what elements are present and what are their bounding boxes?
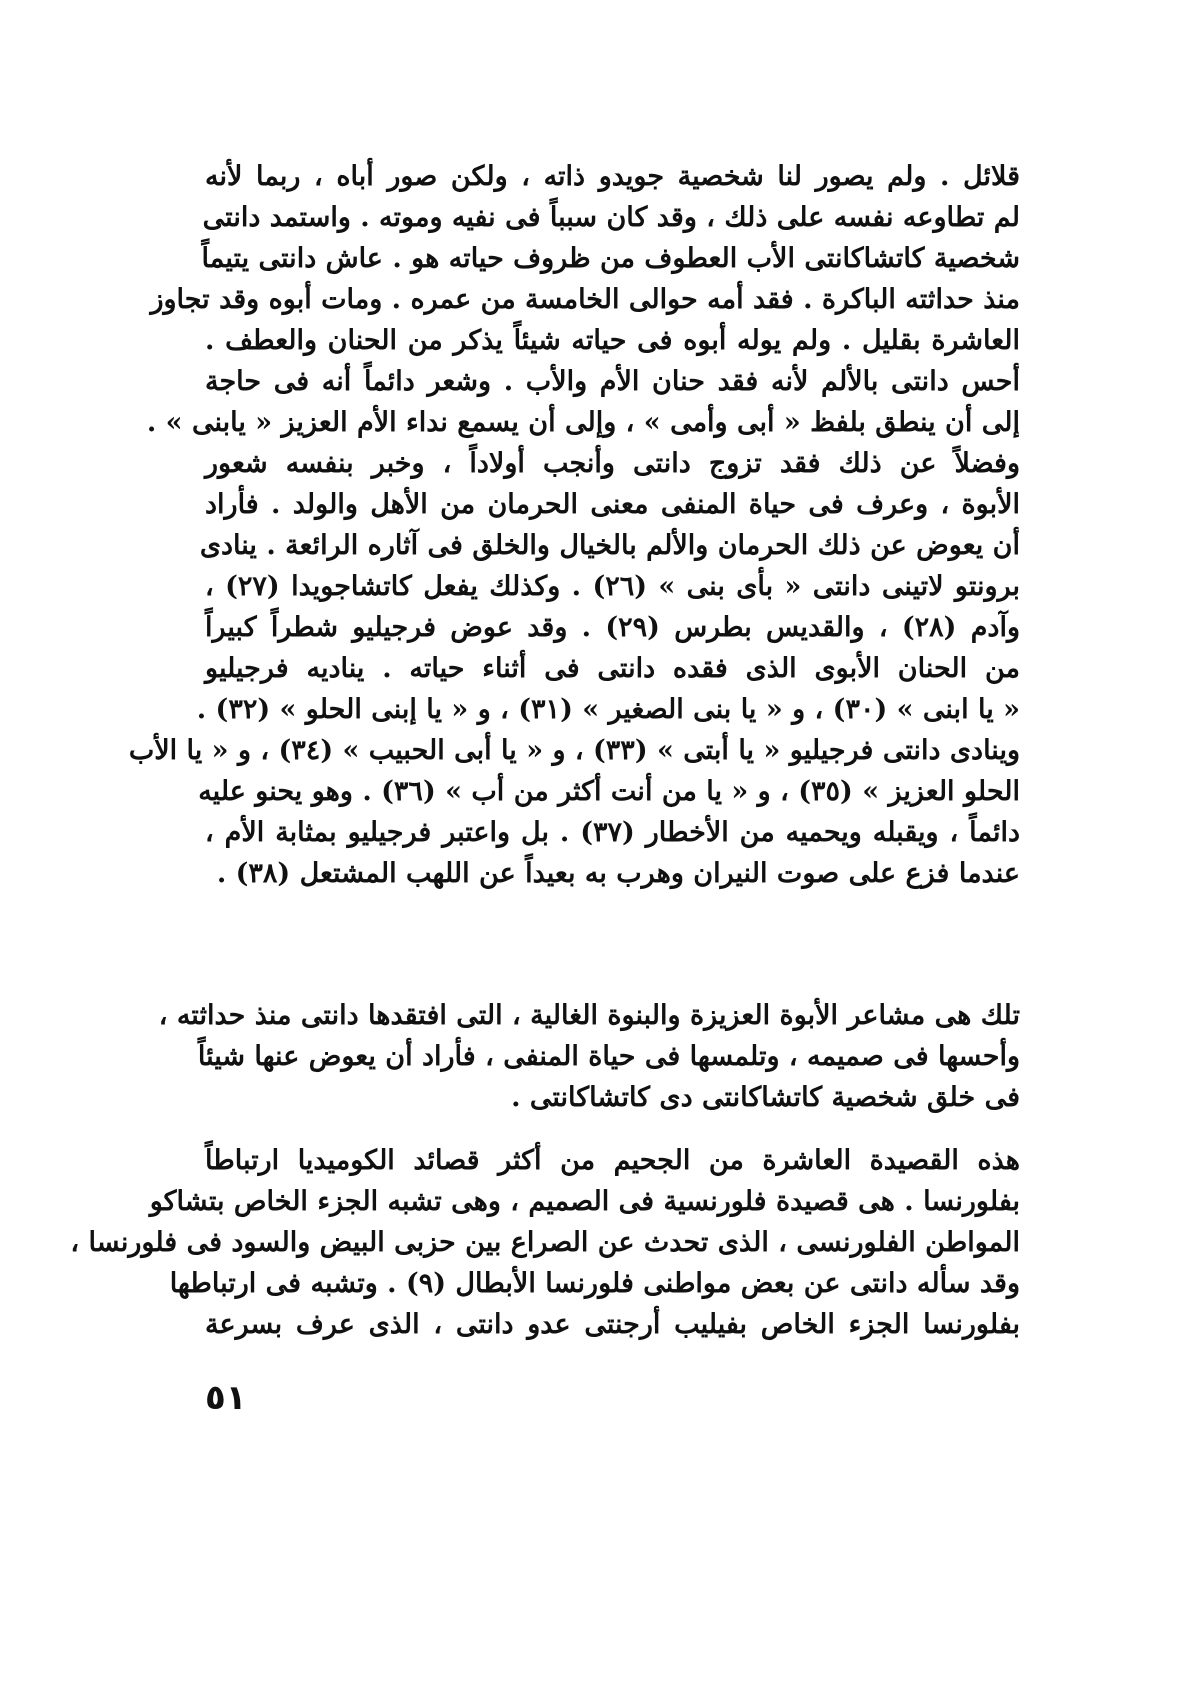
text-line: من الحنان الأبوى الذى فقده دانتى فى أثناء حياته . يناديه فرجيليو bbox=[205, 653, 1020, 684]
text-line: هذه القصيدة العاشرة من الجحيم من أكثر قصائد الكوميديا ارتباطاً bbox=[205, 1145, 1020, 1176]
text-line: لم تطاوعه نفسه على ذلك ، وقد كان سبباً فى نفيه وموته . واستمد دانتى bbox=[202, 202, 1020, 233]
text-line: الحلو العزيز » (٣٥) ، و « يا من أنت أكثر من أب » (٣٦) . وهو يحنو عليه bbox=[198, 776, 1020, 807]
text-line: « يا ابنى » (٣٠) ، و « يا بنى الصغير » (٣١) ، و « يا إبنى الحلو » (٣٢) . bbox=[196, 694, 1020, 725]
text-line: أن يعوض عن ذلك الحرمان والألم بالخيال والخلق فى آثاره الرائعة . ينادى bbox=[199, 530, 1020, 561]
text-line: دائماً ، ويقبله ويحميه من الأخطار (٣٧) . بل واعتبر فرجيليو بمثابة الأم ، bbox=[205, 817, 1020, 848]
text-line: المواطن الفلورنسى ، الذى تحدث عن الصراع بين حزبى البيض والسود فى فلورنسا ، bbox=[70, 1227, 1020, 1258]
text-line: العاشرة بقليل . ولم يوله أبوه فى حياته شيئاً يذكر من الحنان والعطف . bbox=[205, 325, 1020, 356]
text-line: وقد سأله دانتى عن بعض مواطنى فلورنسا الأبطال (٩) . وتشبه فى ارتباطها bbox=[169, 1268, 1020, 1299]
text-line: منذ حداثته الباكرة . فقد أمه حوالى الخامسة من عمره . ومات أبوه وقد تجاوز bbox=[150, 284, 1020, 315]
text-line: وأحسها فى صميمه ، وتلمسها فى حياة المنفى ، فأراد أن يعوض عنها شيئاً bbox=[197, 1041, 1020, 1072]
text-line: وفضلاً عن ذلك فقد تزوج دانتى وأنجب أولاداً ، وخبر بنفسه شعور bbox=[205, 448, 1020, 479]
text-line: إلى أن ينطق بلفظ « أبى وأمى » ، وإلى أن يسمع نداء الأم العزيز « يابنى » . bbox=[146, 407, 1020, 438]
text-line: الأبوة ، وعرف فى حياة المنفى معنى الحرمان من الأهل والولد . فأراد bbox=[205, 489, 1020, 520]
text-line: بفلورنسا الجزء الخاص بفيليب أرجنتى عدو دانتى ، الذى عرف بسرعة bbox=[205, 1309, 1020, 1340]
text-line: وآدم (٢٨) ، والقديس بطرس (٢٩) . وقد عوض فرجيليو شطراً كبيراً bbox=[205, 612, 1020, 643]
text-line: قلائل . ولم يصور لنا شخصية جويدو ذاته ، ولكن صور أباه ، ربما لأنه bbox=[205, 161, 1020, 192]
text-line: شخصية كاتشاكانتى الأب العطوف من ظروف حياته هو . عاش دانتى يتيماً bbox=[201, 243, 1020, 274]
paragraph-1 bbox=[128, 156, 1020, 894]
text-line: فى خلق شخصية كاتشاكانتى دى كاتشاكانتى . bbox=[511, 1082, 1020, 1113]
text-line: تلك هى مشاعر الأبوة العزيزة والبنوة الغالية ، التى افتقدها دانتى منذ حداثته ، bbox=[158, 1000, 1020, 1031]
paragraph-2 bbox=[158, 995, 1020, 1118]
page-number: ٥١ bbox=[205, 1378, 247, 1418]
text-line: أحس دانتى بالألم لأنه فقد حنان الأم والأب . وشعر دائماً أنه فى حاجة bbox=[205, 366, 1020, 397]
text-line: بفلورنسا . هى قصيدة فلورنسية فى الصميم ، وهى تشبه الجزء الخاص بتشاكو bbox=[149, 1186, 1020, 1217]
paragraph-3 bbox=[70, 1140, 1020, 1345]
text-line: برونتو لاتينى دانتى « بأى بنى » (٢٦) . وكذلك يفعل كاتشاجويدا (٢٧) ، bbox=[205, 571, 1020, 602]
text-line: وينادى دانتى فرجيليو « يا أبتى » (٣٣) ، و « يا أبى الحبيب » (٣٤) ، و « يا الأب bbox=[128, 735, 1020, 766]
text-line: عندما فزع على صوت النيران وهرب به بعيداً عن اللهب المشتعل (٣٨) . bbox=[216, 858, 1020, 889]
